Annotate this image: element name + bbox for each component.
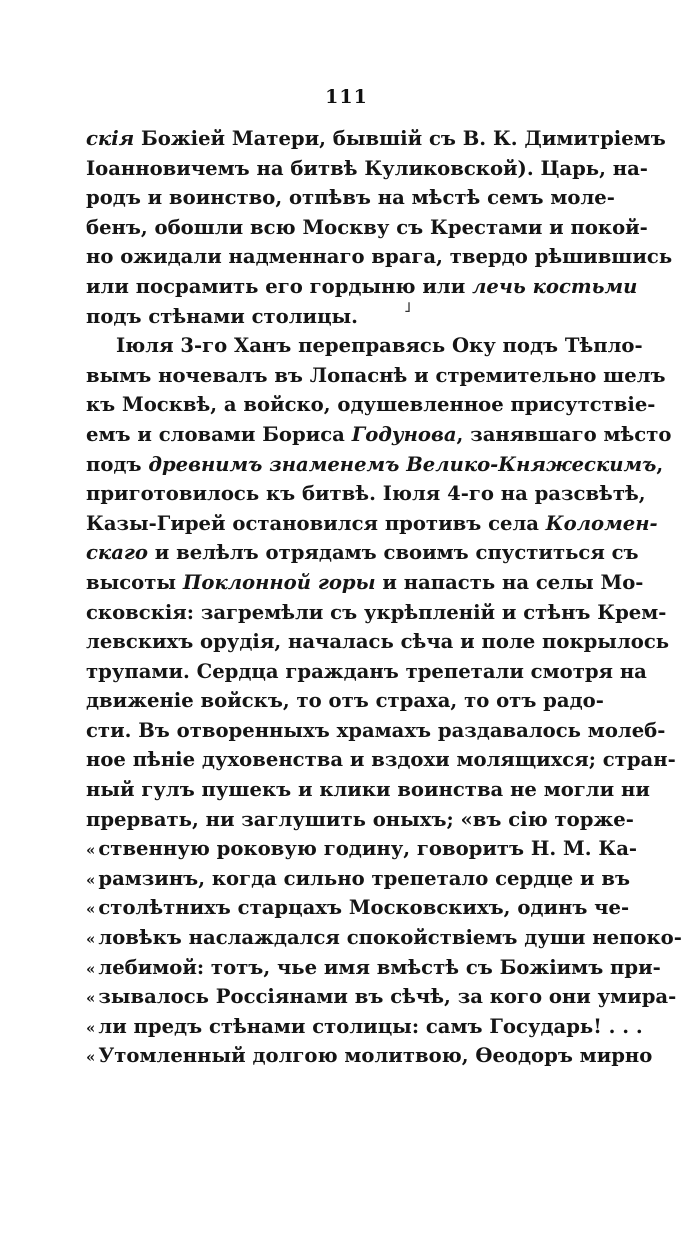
text-span: подъ	[86, 452, 149, 476]
text-line	[86, 154, 648, 184]
text-span: ли предъ стѣнами столицы: самъ Государь! . . .	[98, 1014, 643, 1038]
text-line	[86, 390, 656, 420]
paragraph-2	[86, 331, 682, 1071]
quote-mark: «	[86, 989, 96, 1008]
text-line	[86, 627, 670, 657]
italic-text: древнимъ знаменемъ Велико-Княжескимъ	[148, 452, 657, 476]
text-span: Божіей Матери, бывшій съ В. К. Димитріемъ	[134, 127, 666, 150]
quote-mark: «	[86, 900, 96, 919]
quote-mark: «	[86, 841, 96, 860]
text-span: столѣтнихъ старцахъ Московскихъ, одинъ че-	[98, 896, 630, 920]
quote-mark: «	[86, 959, 96, 978]
text-line	[86, 1041, 653, 1071]
text-line	[86, 775, 650, 805]
text-line	[86, 982, 677, 1012]
italic-text: Коломен-	[545, 511, 658, 535]
text-span: сковскія: загремѣли съ укрѣпленій и стѣнъ Крем-	[86, 600, 667, 624]
text-span: левскихъ орудія, началась сѣча и поле покрылось	[86, 630, 670, 654]
text-span: или посрамить его гордыню или	[86, 274, 473, 298]
text-line	[86, 272, 638, 302]
text-span: Іоанновичемъ на битвѣ Куликовской). Царь, на-	[86, 156, 648, 180]
text-line	[86, 716, 666, 746]
italic-text: скаго	[86, 541, 148, 565]
page-number: 111	[325, 86, 368, 108]
quote-mark: «	[86, 930, 96, 949]
text-line	[86, 864, 631, 894]
text-line	[86, 538, 639, 568]
text-line	[86, 953, 661, 983]
quote-mark: «	[86, 1018, 96, 1037]
text-line	[86, 361, 666, 391]
text-line	[86, 745, 676, 775]
text-line	[86, 183, 615, 213]
italic-text: лечь костьми	[472, 274, 638, 298]
text-block	[86, 124, 682, 1071]
text-span: приготовилось къ битвѣ. Іюля 4-го на разсвѣтѣ,	[86, 482, 646, 506]
text-line	[86, 1012, 643, 1042]
text-line	[86, 923, 682, 953]
text-span: трупами. Сердца гражданъ трепетали смотря на	[86, 659, 647, 683]
text-span: родъ и воинство, отпѣвъ на мѣстѣ семъ моле-	[86, 186, 615, 210]
text-line	[86, 302, 586, 332]
text-line	[86, 420, 672, 450]
print-speck: ˩	[404, 300, 411, 316]
text-span: ственную роковую годину, говоритъ Н. М. Ка-	[98, 837, 638, 861]
text-span: движеніе войскъ, то отъ страха, то отъ радо-	[86, 689, 604, 713]
paragraph-1	[86, 124, 673, 331]
text-line	[86, 242, 673, 272]
text-span: но ожидали надменнаго врага, твердо рѣшившись	[86, 245, 673, 269]
text-line	[86, 331, 643, 361]
text-span: къ Москвѣ, а войско, одушевленное присутствіе-	[86, 393, 656, 417]
text-span: сти. Въ отворенныхъ храмахъ раздавалось молеб-	[86, 718, 666, 742]
text-span: ,	[656, 452, 664, 476]
italic-text: Годунова	[351, 422, 457, 446]
text-line	[86, 213, 648, 243]
text-span: бенъ, обошли всю Москву съ Крестами и покой-	[86, 215, 648, 239]
text-span: и велѣлъ отрядамъ своимъ спуститься съ	[147, 541, 639, 565]
text-line	[86, 509, 658, 539]
quote-mark: «	[86, 1048, 96, 1067]
text-span: емъ и словами Бориса	[86, 422, 352, 446]
italic-text: скія	[86, 127, 135, 150]
text-line	[86, 657, 647, 687]
text-span: зывалось Россіянами въ сѣчѣ, за кого они умира-	[98, 985, 677, 1009]
text-line	[86, 686, 604, 716]
text-line	[86, 479, 646, 509]
text-span: вымъ ночевалъ въ Лопаснѣ и стремительно шелъ	[86, 363, 666, 387]
text-span: высоты	[86, 570, 183, 594]
text-line	[86, 450, 664, 480]
quote-mark: «	[86, 870, 96, 889]
text-line	[86, 834, 638, 864]
text-span: Казы-Гирей остановился противъ села	[86, 511, 546, 535]
text-span: прервать, ни заглушить оныхъ; «въ сію торже-	[86, 807, 634, 831]
text-span: подъ стѣнами столицы.	[86, 304, 359, 328]
text-span: ное пѣніе духовенства и вздохи молящихся; стран-	[86, 748, 676, 772]
text-span: ловѣкъ наслаждался спокойствіемъ души непоко-	[98, 926, 682, 950]
text-span: и напасть на селы Мо-	[375, 570, 644, 594]
text-line	[86, 124, 666, 154]
text-line	[86, 805, 634, 835]
text-line	[86, 893, 630, 923]
text-span: лебимой: тотъ, чье имя вмѣстѣ съ Божіимъ при-	[98, 955, 661, 979]
text-span: ный гулъ пушекъ и клики воинства не могли ни	[86, 778, 650, 802]
text-span: Іюля 3-го Ханъ переправясь Оку подъ Тѣпло-	[116, 334, 643, 358]
italic-text: Поклонной горы	[182, 570, 376, 594]
text-span: , занявшаго мѣсто	[456, 422, 672, 446]
text-line	[86, 598, 667, 628]
text-span: Утомленный долгою молитвою, Ѳеодоръ мирно	[98, 1044, 653, 1068]
text-span: рамзинъ, когда сильно трепетало сердце и въ	[98, 866, 631, 890]
text-line	[86, 568, 644, 598]
